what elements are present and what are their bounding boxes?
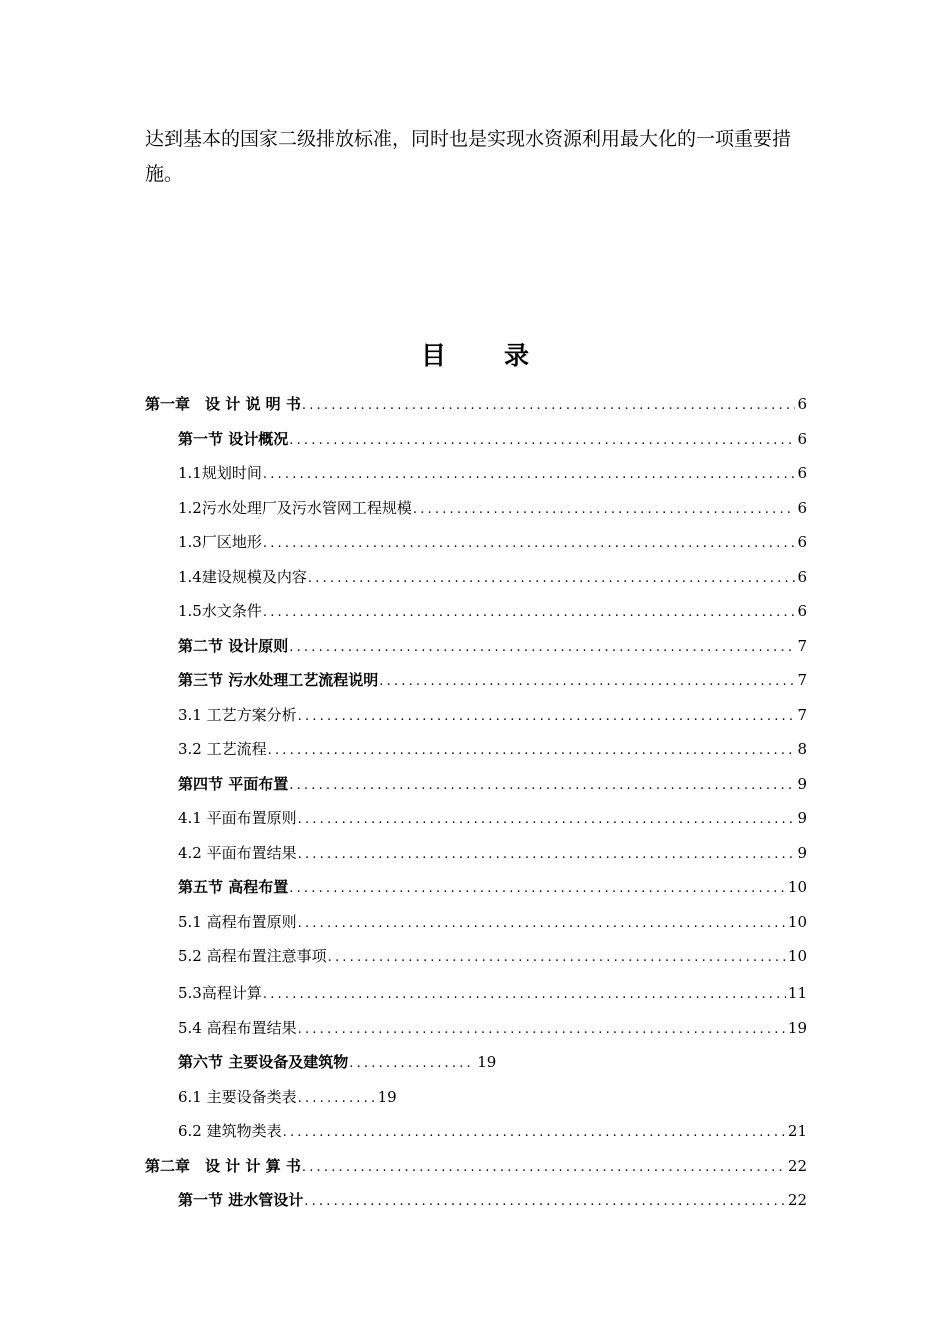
toc-entry-subsection[interactable] xyxy=(178,806,807,830)
toc-leader xyxy=(268,739,796,761)
toc-entry-label: 第六节 主要设备及建筑物 xyxy=(178,1053,349,1071)
toc-entry-subsection[interactable] xyxy=(178,1085,807,1109)
toc-entry-page: 19 xyxy=(477,1053,497,1071)
toc-leader xyxy=(298,843,796,865)
toc-entry-section[interactable] xyxy=(178,634,807,658)
toc-entry-label: 第五节 高程布置 xyxy=(178,878,289,896)
toc-entry-chapter-1[interactable] xyxy=(145,392,807,416)
toc-leader xyxy=(304,1190,786,1212)
toc-entry-subsection[interactable] xyxy=(178,530,807,554)
toc-entry-label: 6.1 主要设备类表 xyxy=(178,1088,297,1106)
intro-paragraph: 达到基本的国家二级排放标准，同时也是实现水资源利用最大化的一项重要措施。 xyxy=(145,128,792,185)
toc-entry-page: 6 xyxy=(797,568,807,586)
toc-entry-label: 1.2污水处理厂及污水管网工程规模 xyxy=(178,499,412,517)
toc-entry-label: 3.2 工艺流程 xyxy=(178,740,267,758)
toc-entry-label: 第二节 设计原则 xyxy=(178,637,289,655)
toc-title: 目录 xyxy=(420,341,587,370)
toc-entry-subsection[interactable] xyxy=(178,981,807,1005)
toc-entry-section[interactable] xyxy=(178,1050,807,1074)
toc-entry-label: 6.2 建筑物类表 xyxy=(178,1122,282,1140)
toc-entry-page: 10 xyxy=(787,913,807,931)
toc-entry-subsection[interactable] xyxy=(178,565,807,589)
toc-entry-page: 6 xyxy=(797,602,807,620)
toc-leader xyxy=(308,567,796,589)
toc-entry-label: 第二章 设 计 计 算 书 xyxy=(145,1157,301,1175)
toc-entry-page: 11 xyxy=(787,984,807,1002)
toc-leader xyxy=(328,946,786,968)
toc-entry-section[interactable] xyxy=(178,772,807,796)
toc-entry-subsection[interactable] xyxy=(178,910,807,934)
toc-leader xyxy=(379,670,795,692)
toc-entry-section[interactable] xyxy=(178,875,807,899)
toc-leader xyxy=(263,463,796,485)
toc-entry-page: 9 xyxy=(797,844,807,862)
toc-leader xyxy=(298,1018,786,1040)
toc-entry-label: 第一节 进水管设计 xyxy=(178,1191,304,1209)
toc-entry-label: 5.1 高程布置原则 xyxy=(178,913,297,931)
toc-entry-page: 9 xyxy=(797,775,807,793)
toc-leader xyxy=(289,429,795,451)
toc-entry-subsection[interactable] xyxy=(178,1119,807,1143)
toc-leader xyxy=(413,498,796,520)
toc-entry-page: 6 xyxy=(797,499,807,517)
toc-entry-page: 22 xyxy=(787,1157,807,1175)
toc-entry-chapter-2[interactable] xyxy=(145,1154,807,1178)
toc-entry-label: 第四节 平面布置 xyxy=(178,775,289,793)
toc-entry-subsection[interactable] xyxy=(178,841,807,865)
toc-leader xyxy=(298,1087,376,1109)
toc-entry-page: 19 xyxy=(377,1088,397,1106)
toc-entry-label: 5.3高程计算 xyxy=(178,984,262,1002)
toc-entry-page: 6 xyxy=(797,533,807,551)
toc-entry-label: 1.5水文条件 xyxy=(178,602,262,620)
toc-leader xyxy=(302,394,796,416)
toc-leader xyxy=(263,601,796,623)
toc-entry-page: 9 xyxy=(797,809,807,827)
toc-entry-subsection[interactable] xyxy=(178,461,807,485)
toc-entry-page: 22 xyxy=(787,1191,807,1209)
toc-leader xyxy=(283,1121,786,1143)
toc-leader xyxy=(263,532,796,554)
toc-leader xyxy=(302,1156,786,1178)
toc-leader xyxy=(263,983,786,1005)
toc-entry-label: 第一节 设计概况 xyxy=(178,430,289,448)
toc-entry-label: 3.1 工艺方案分析 xyxy=(178,706,297,724)
toc-entry-page: 10 xyxy=(787,878,807,896)
toc-entry-label: 1.3厂区地形 xyxy=(178,533,262,551)
toc-entry-section[interactable] xyxy=(178,1188,807,1212)
toc-entry-subsection[interactable] xyxy=(178,496,807,520)
toc-entry-page: 8 xyxy=(797,740,807,758)
toc-entry-page: 19 xyxy=(787,1019,807,1037)
toc-entry-page: 7 xyxy=(797,637,807,655)
toc-leader xyxy=(289,877,786,899)
toc-leader xyxy=(298,912,786,934)
toc-entry-label: 第三节 污水处理工艺流程说明 xyxy=(178,671,379,689)
toc-entry-subsection[interactable] xyxy=(178,599,807,623)
toc-entry-label: 1.4建设规模及内容 xyxy=(178,568,307,586)
toc-leader xyxy=(298,808,796,830)
toc-entry-subsection[interactable] xyxy=(178,1016,807,1040)
toc-leader xyxy=(298,705,796,727)
toc-entry-section[interactable] xyxy=(178,668,807,692)
toc-leader xyxy=(349,1052,475,1074)
toc-entry-subsection[interactable] xyxy=(178,703,807,727)
toc-entry-subsection[interactable] xyxy=(178,944,807,968)
toc-entry-label: 5.2 高程布置注意事项 xyxy=(178,947,327,965)
toc-entry-page: 6 xyxy=(797,395,807,413)
toc-entry-label: 1.1规划时间 xyxy=(178,464,262,482)
toc-entry-page: 7 xyxy=(797,671,807,689)
toc-entry-label: 第一章 设 计 说 明 书 xyxy=(145,395,301,413)
toc-entry-page: 6 xyxy=(797,430,807,448)
toc-entry-page: 7 xyxy=(797,706,807,724)
toc-entry-label: 4.2 平面布置结果 xyxy=(178,844,297,862)
toc-leader xyxy=(289,774,795,796)
toc-entry-page: 6 xyxy=(797,464,807,482)
toc-entry-page: 21 xyxy=(787,1122,807,1140)
toc-leader xyxy=(289,636,795,658)
toc-entry-label: 5.4 高程布置结果 xyxy=(178,1019,297,1037)
toc-entry-label: 4.1 平面布置原则 xyxy=(178,809,297,827)
toc-entry-subsection[interactable] xyxy=(178,737,807,761)
toc-entry-page: 10 xyxy=(787,947,807,965)
toc-entry-section[interactable] xyxy=(178,427,807,451)
